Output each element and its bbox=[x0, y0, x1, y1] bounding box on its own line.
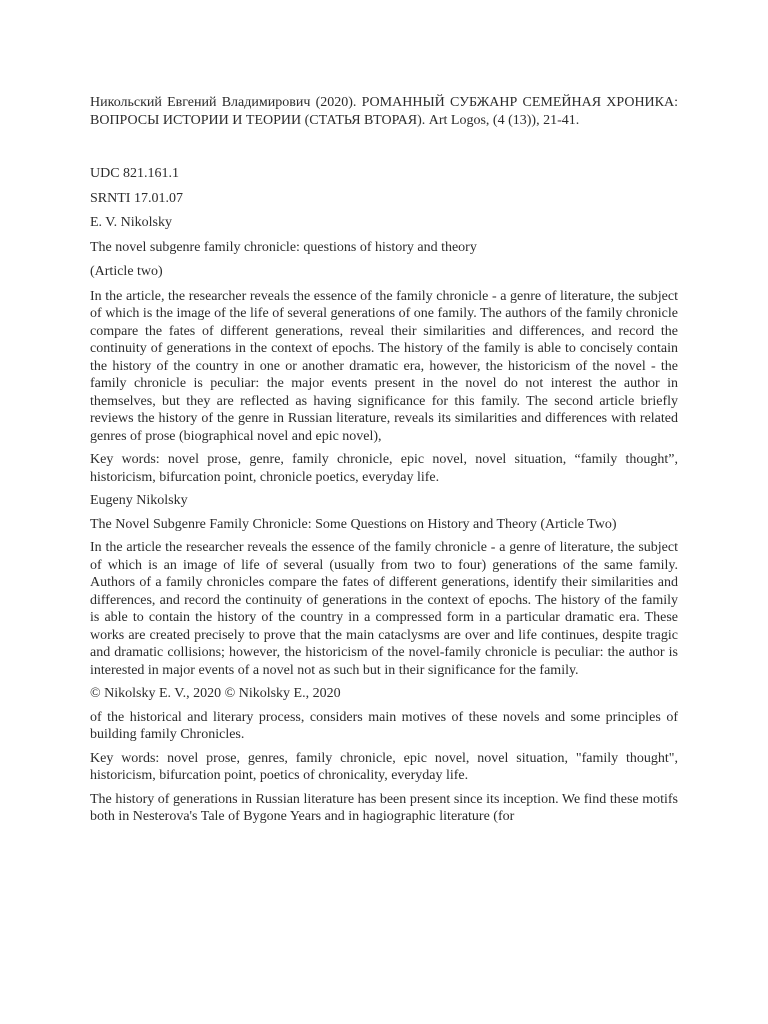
keywords-paragraph: Key words: novel prose, genre, family chronicle, epic novel, novel situation, “family thought”, historicism, bifurcation point, chronicle poetics, everyday life. bbox=[90, 452, 678, 485]
copyright-line: © Nikolsky E. V., 2020 © Nikolsky E., 2020 bbox=[90, 686, 341, 701]
abstract-paragraph: In the article, the researcher reveals the essence of the family chronicle - a genre of literature, the subject of which is the image of the life of several generations of one family. The authors of the family chronicle compare the fates of different generations, reveal their similarities and differences, and record the continuity of generations in the context of epochs. The history of the family is able to concisely contain the history of the country in one or another dramatic era, however, the historicism of the novel - the family chronicle is peculiar: the major events present in the novel do not interest the author in themselves, but they are reflected as having significance for this family. The second article briefly reviews the history of the genre in Russian literature, reveals its similarities and differences with related genres of prose (biographical novel and epic novel), bbox=[90, 288, 678, 444]
document-page bbox=[90, 94, 678, 832]
abstract-continuation: of the historical and literary process, considers main motives of these novels and some principles of building family Chronicles. bbox=[90, 709, 678, 742]
article-part: (Article two) bbox=[90, 264, 163, 279]
author-full: Eugeny Nikolsky bbox=[90, 493, 188, 508]
body-paragraph: The history of generations in Russian literature has been present since its inception. We find these motifs both in Nesterova's Tale of Bygone Years and in hagiographic literature (for bbox=[90, 791, 678, 824]
abstract-paragraph-english: In the article the researcher reveals the essence of the family chronicle - a genre of literature, the subject of which is an image of life of several (usually from two to four) generations of the same family. Authors of a family chronicles compare the fates of different generations, identify their similarities and differences, and record the continuity of generations in the context of epochs. The history of the family is able to contain the history of the country in a compressed form in a particular dramatic era. These works are created precisely to prove that the main cataclysms are over and life continues, despite tragic and dramatic collisions; however, the historicism of the novel-family chronicle is peculiar: the author is interested in major events of a novel not as such but in their significance for the family. bbox=[90, 540, 678, 678]
udc-code: UDC 821.161.1 bbox=[90, 166, 180, 181]
article-title-english: The Novel Subgenre Family Chronicle: Some Questions on History and Theory (Article Two) bbox=[90, 516, 617, 532]
citation: Никольский Евгений Владимирович (2020). РОМАННЫЙ СУБЖАНР СЕМЕЙНАЯ ХРОНИКА: ВОПРОСЫ ИСТОРИИ И ТЕОРИИ (СТАТЬЯ ВТОРАЯ). Art Logos, (4 (13)), 21-41. bbox=[90, 95, 678, 128]
author-short: E. V. Nikolsky bbox=[90, 215, 172, 230]
article-title: The novel subgenre family chronicle: questions of history and theory bbox=[90, 239, 477, 255]
keywords-paragraph-english: Key words: novel prose, genres, family chronicle, epic novel, novel situation, "family thought", historicism, bifurcation point, poetics of chronicality, everyday life. bbox=[90, 750, 678, 783]
srnti-code: SRNTI 17.01.07 bbox=[90, 190, 183, 206]
